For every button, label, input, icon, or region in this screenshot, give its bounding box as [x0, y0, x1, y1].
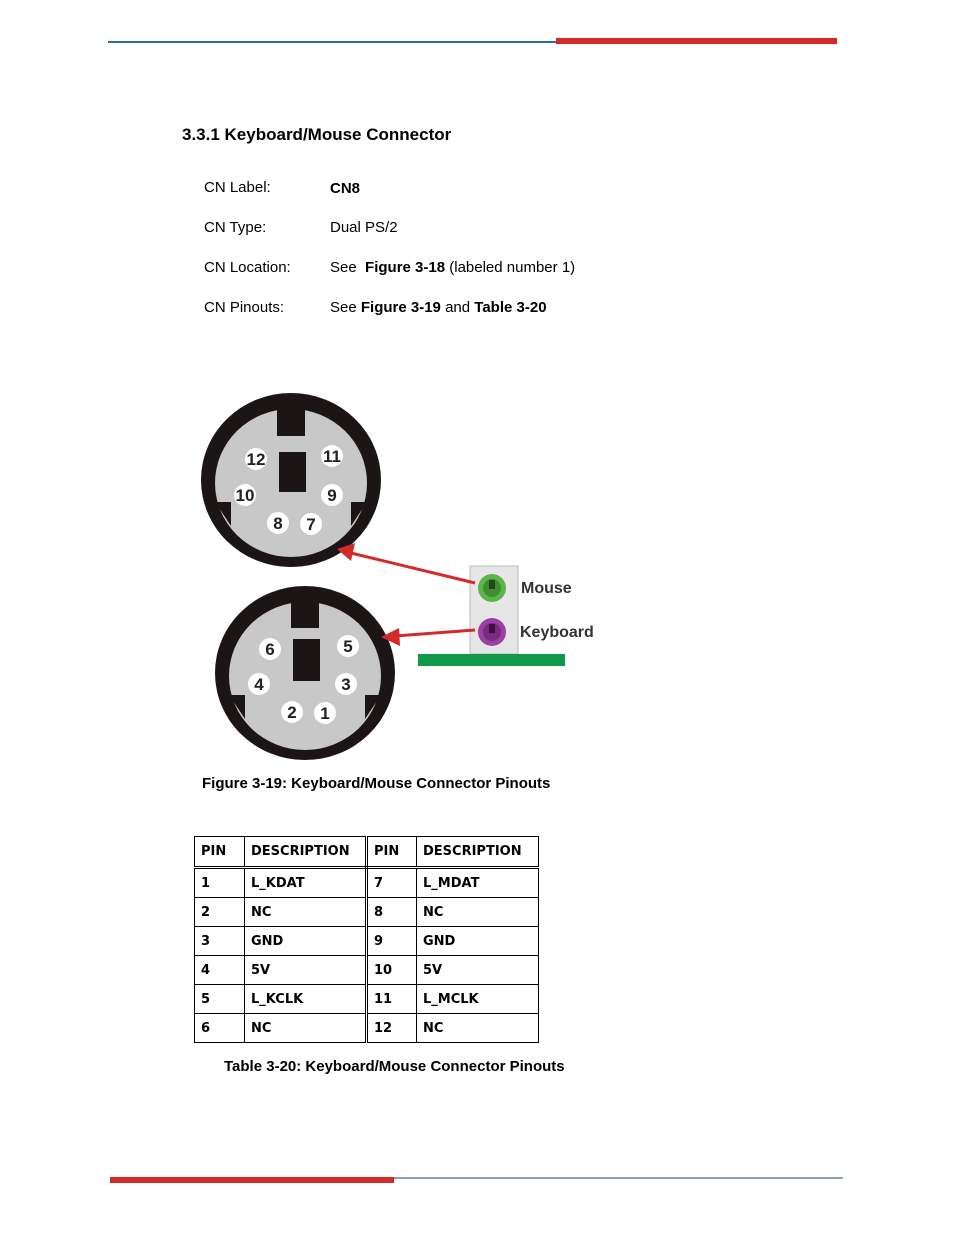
cn-type-label: CN Type:: [204, 219, 267, 236]
keyboard-port-label: Keyboard: [520, 624, 594, 641]
keyboard-pin-6: [259, 638, 281, 660]
svg-text:4: 4: [254, 675, 264, 694]
svg-text:2: 2: [287, 703, 297, 722]
table-row: [195, 985, 539, 1014]
svg-text:9: 9: [327, 486, 337, 505]
back-panel-ports: [418, 566, 594, 666]
cn-pinouts-value: [330, 299, 547, 316]
footer-rule-red: [110, 1177, 394, 1183]
table-cell: 5: [195, 985, 245, 1014]
table-row: [195, 927, 539, 956]
svg-text:8: 8: [273, 514, 283, 533]
cn-location-value: [330, 259, 575, 276]
mouse-port-icon: [478, 574, 506, 602]
pinout-table: [194, 836, 539, 1043]
table-row: [195, 1014, 539, 1043]
table-row: [195, 868, 539, 898]
mouse-pin-8: [267, 512, 289, 534]
table-cell: 11: [367, 985, 417, 1014]
table-cell: 7: [367, 868, 417, 898]
mouse-pin-12: [245, 448, 267, 470]
table-cell: 1: [195, 868, 245, 898]
cn-pinouts-label: CN Pinouts:: [204, 299, 285, 316]
keyboard-pin-5: [337, 635, 359, 657]
footer-rule-grey: [394, 1177, 843, 1179]
table-cell: NC: [245, 898, 367, 927]
header-rule-red: [556, 38, 837, 44]
mouse-port-label: Mouse: [521, 580, 572, 597]
mouse-pin-9: [321, 484, 343, 506]
section-heading: 3.3.1 Keyboard/Mouse Connector: [182, 125, 452, 144]
keyboard-port-icon: [478, 618, 506, 646]
table-cell: 5V: [417, 956, 539, 985]
table-header-row: [195, 837, 539, 868]
svg-text:11: 11: [323, 447, 341, 466]
svg-text:10: 10: [235, 486, 255, 505]
cn-type-value: Dual PS/2: [330, 219, 398, 236]
keyboard-pin-2: [281, 701, 303, 723]
table-cell: 8: [367, 898, 417, 927]
keyboard-pin-3: [335, 673, 357, 695]
table-cell: L_KDAT: [245, 868, 367, 898]
table-cell: NC: [417, 1014, 539, 1043]
location-prefix: See: [330, 259, 357, 276]
cn-label-value: CN8: [330, 180, 361, 197]
header-pin: PIN: [367, 837, 417, 868]
table-cell: 2: [195, 898, 245, 927]
table-cell: 6: [195, 1014, 245, 1043]
table-row: [195, 956, 539, 985]
mouse-arrow: [337, 543, 475, 583]
table-cell: 4: [195, 956, 245, 985]
table-cell: 3: [195, 927, 245, 956]
table-row: [195, 898, 539, 927]
table-cell: 5V: [245, 956, 367, 985]
keyboard-arrow: [381, 628, 475, 646]
header-pin: PIN: [195, 837, 245, 868]
location-figure-ref[interactable]: Figure 3-18: [365, 259, 446, 276]
keyboard-connector-diagram: [215, 586, 395, 760]
header-description: DESCRIPTION: [417, 837, 539, 868]
table-cell: L_KCLK: [245, 985, 367, 1014]
table-cell: L_MDAT: [417, 868, 539, 898]
cn-location-label: CN Location:: [204, 259, 291, 276]
header-description: DESCRIPTION: [245, 837, 367, 868]
pinouts-prefix: See: [330, 299, 357, 316]
svg-text:12: 12: [246, 450, 266, 469]
ps2-connector-figure: [195, 390, 605, 765]
header-rule-blue: [108, 41, 558, 43]
svg-text:3: 3: [341, 675, 351, 694]
table-caption: Table 3-20: Keyboard/Mouse Connector Pinouts: [224, 1058, 565, 1075]
mouse-pin-7: [300, 513, 322, 535]
location-suffix: (labeled number 1): [449, 259, 576, 276]
mouse-connector-diagram: [201, 393, 381, 567]
table-cell: GND: [417, 927, 539, 956]
svg-text:6: 6: [265, 640, 275, 659]
pinouts-and: and: [445, 299, 471, 316]
table-cell: NC: [417, 898, 539, 927]
keyboard-pin-4: [248, 673, 270, 695]
cn-label-label: CN Label:: [204, 179, 271, 196]
svg-text:1: 1: [320, 704, 330, 723]
table-cell: 12: [367, 1014, 417, 1043]
table-cell: NC: [245, 1014, 367, 1043]
table-cell: 10: [367, 956, 417, 985]
svg-text:5: 5: [343, 637, 353, 656]
table-cell: L_MCLK: [417, 985, 539, 1014]
figure-caption: Figure 3-19: Keyboard/Mouse Connector Pinouts: [202, 775, 551, 792]
table-cell: 9: [367, 927, 417, 956]
pinouts-figure-ref[interactable]: Figure 3-19: [360, 299, 441, 316]
mouse-pin-11: [321, 445, 343, 467]
svg-text:7: 7: [306, 515, 316, 534]
mouse-pin-10: [234, 484, 256, 506]
circuit-board: [418, 654, 565, 666]
table-cell: GND: [245, 927, 367, 956]
keyboard-pin-1: [314, 702, 336, 724]
pinouts-table-ref[interactable]: Table 3-20: [474, 299, 547, 316]
